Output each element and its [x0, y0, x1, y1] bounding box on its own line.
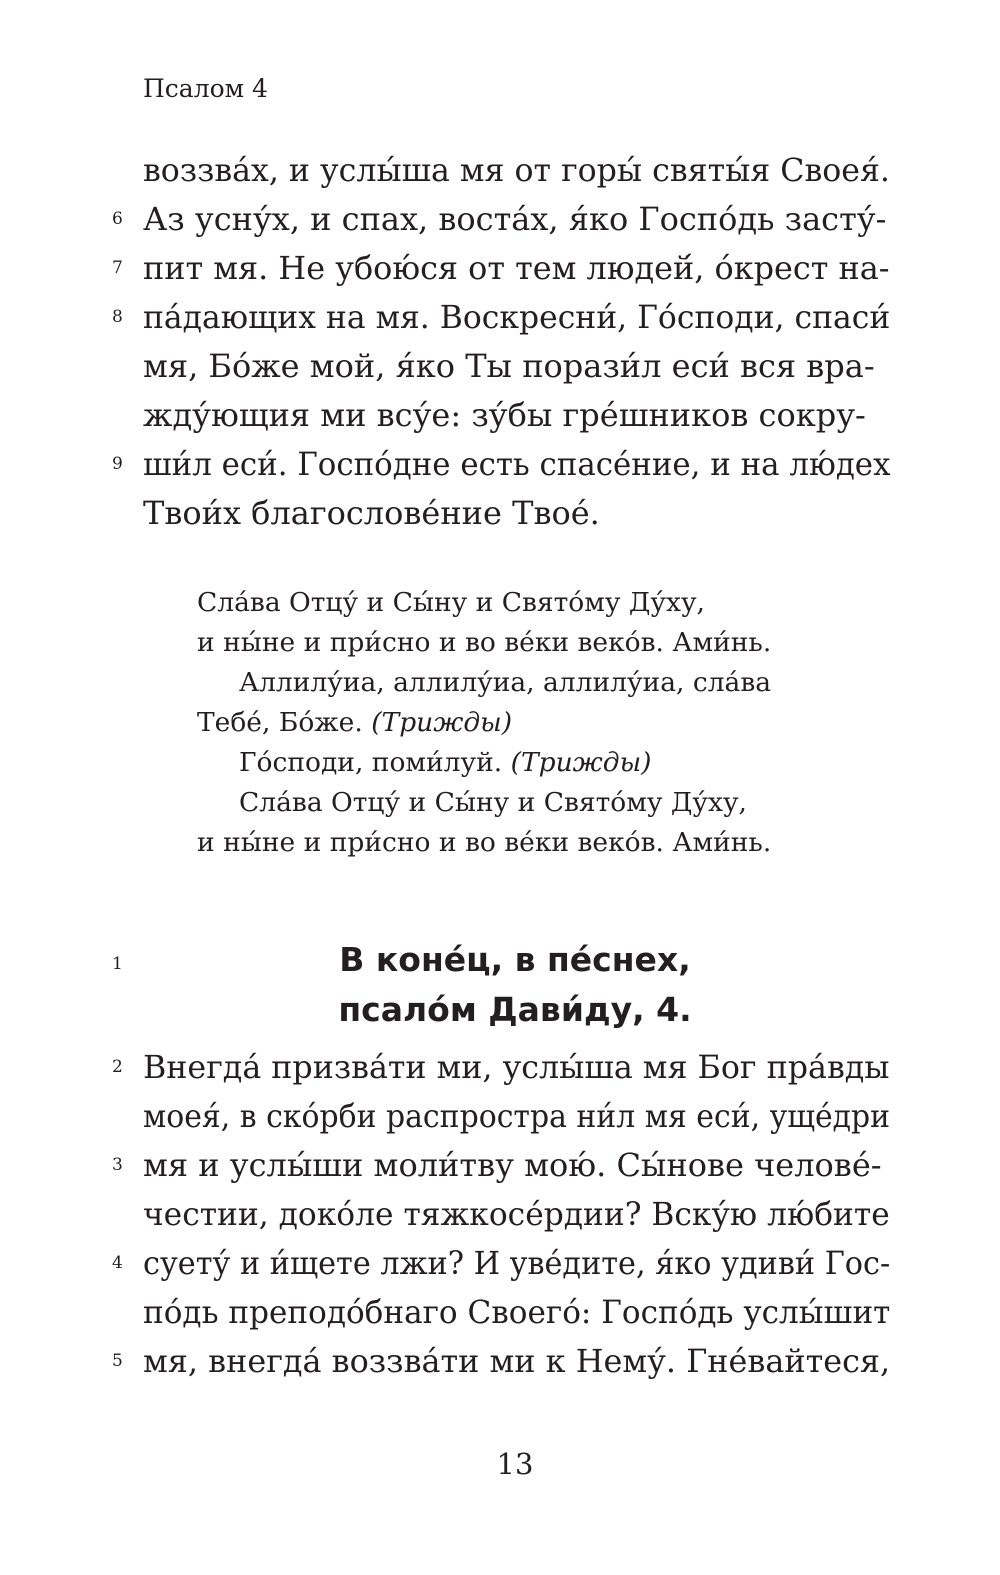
- doxology-line: Аллилу́иа, аллилу́иа, аллилу́иа, сла́ва: [239, 667, 772, 698]
- text-line: Твои́х благослове́ние Твое́.: [143, 494, 600, 532]
- text-line: мя и услы́ши моли́тву мою́. Сы́нове челове́-: [143, 1146, 882, 1184]
- doxology-line: Сла́ва Отцу́ и Сы́ну и Свято́му Ду́ху,: [239, 787, 747, 818]
- doxology-line: [239, 746, 652, 780]
- doxology-line: и ны́не и при́сно и во ве́ки веко́в. Ами́нь.: [197, 627, 772, 658]
- text-line: жду́ющия ми всу́е: зу́бы гре́шников сокру-: [143, 396, 866, 434]
- text-line: воззва́х, и услы́ша мя от горы́ святы́я Своея́.: [143, 151, 890, 189]
- doxology-text: Тебе́, Бо́же.: [197, 707, 363, 738]
- doxology-line: [197, 706, 512, 740]
- title-line: псало́м Дави́ду, 4.: [338, 990, 692, 1029]
- text-line: па́дающих на мя. Воскресни́, Го́споди, спаси́: [143, 298, 891, 336]
- text-line: честии, доко́ле тяжкосе́рдии? Вску́ю лю́бите: [143, 1195, 890, 1233]
- running-header: Псалом 4: [143, 74, 268, 103]
- text-line: Внегда́ призва́ти ми, услы́ша мя Бог пра́вды: [143, 1048, 890, 1086]
- doxology-text: Го́споди, поми́луй.: [239, 747, 503, 778]
- verse-number: 2: [112, 1057, 123, 1077]
- verse-number: 1: [112, 954, 123, 974]
- text-line: мя, внегда́ воззва́ти ми к Нему́. Гне́вайтеся,: [143, 1342, 891, 1380]
- title-line: В коне́ц, в пе́снех,: [339, 940, 691, 979]
- text-line: моея́, в ско́рби распростра ни́л мя еси́, уще́дри: [143, 1097, 891, 1135]
- verse-number: 4: [112, 1253, 123, 1273]
- text-line: суету́ и и́щете лжи? И уве́дите, я́ко удиви́ Гос-: [143, 1244, 891, 1282]
- rubric-note: (Трижды): [371, 707, 513, 738]
- doxology-line: и ны́не и при́сно и во ве́ки веко́в. Ами́нь.: [197, 827, 772, 858]
- doxology-line: Сла́ва Отцу́ и Сы́ну и Свято́му Ду́ху,: [197, 587, 705, 618]
- verse-number: 6: [112, 209, 123, 229]
- verse-number: 5: [112, 1351, 123, 1371]
- text-line: пит мя. Не убою́ся от тем людей́, о́крест на-: [143, 249, 890, 287]
- text-line: по́дь преподо́бнаго Своего́: Госпо́дь услы́шит: [143, 1293, 891, 1331]
- verse-number: 9: [112, 454, 123, 474]
- text-line: мя, Бо́же мой, я́ко Ты порази́л еси́ вся вра-: [143, 347, 875, 385]
- text-line: ши́л еси́. Госпо́дне есть спасе́ние, и на лю́дех: [143, 445, 891, 483]
- verse-number: 3: [112, 1155, 123, 1175]
- verse-number: 8: [112, 307, 123, 327]
- text-line: Аз усну́х, и спах, воста́х, я́ко Госпо́дь засту́-: [143, 200, 887, 238]
- verse-number: 7: [112, 258, 123, 278]
- page-number: 13: [496, 1447, 534, 1481]
- rubric-note: (Трижды): [510, 747, 652, 778]
